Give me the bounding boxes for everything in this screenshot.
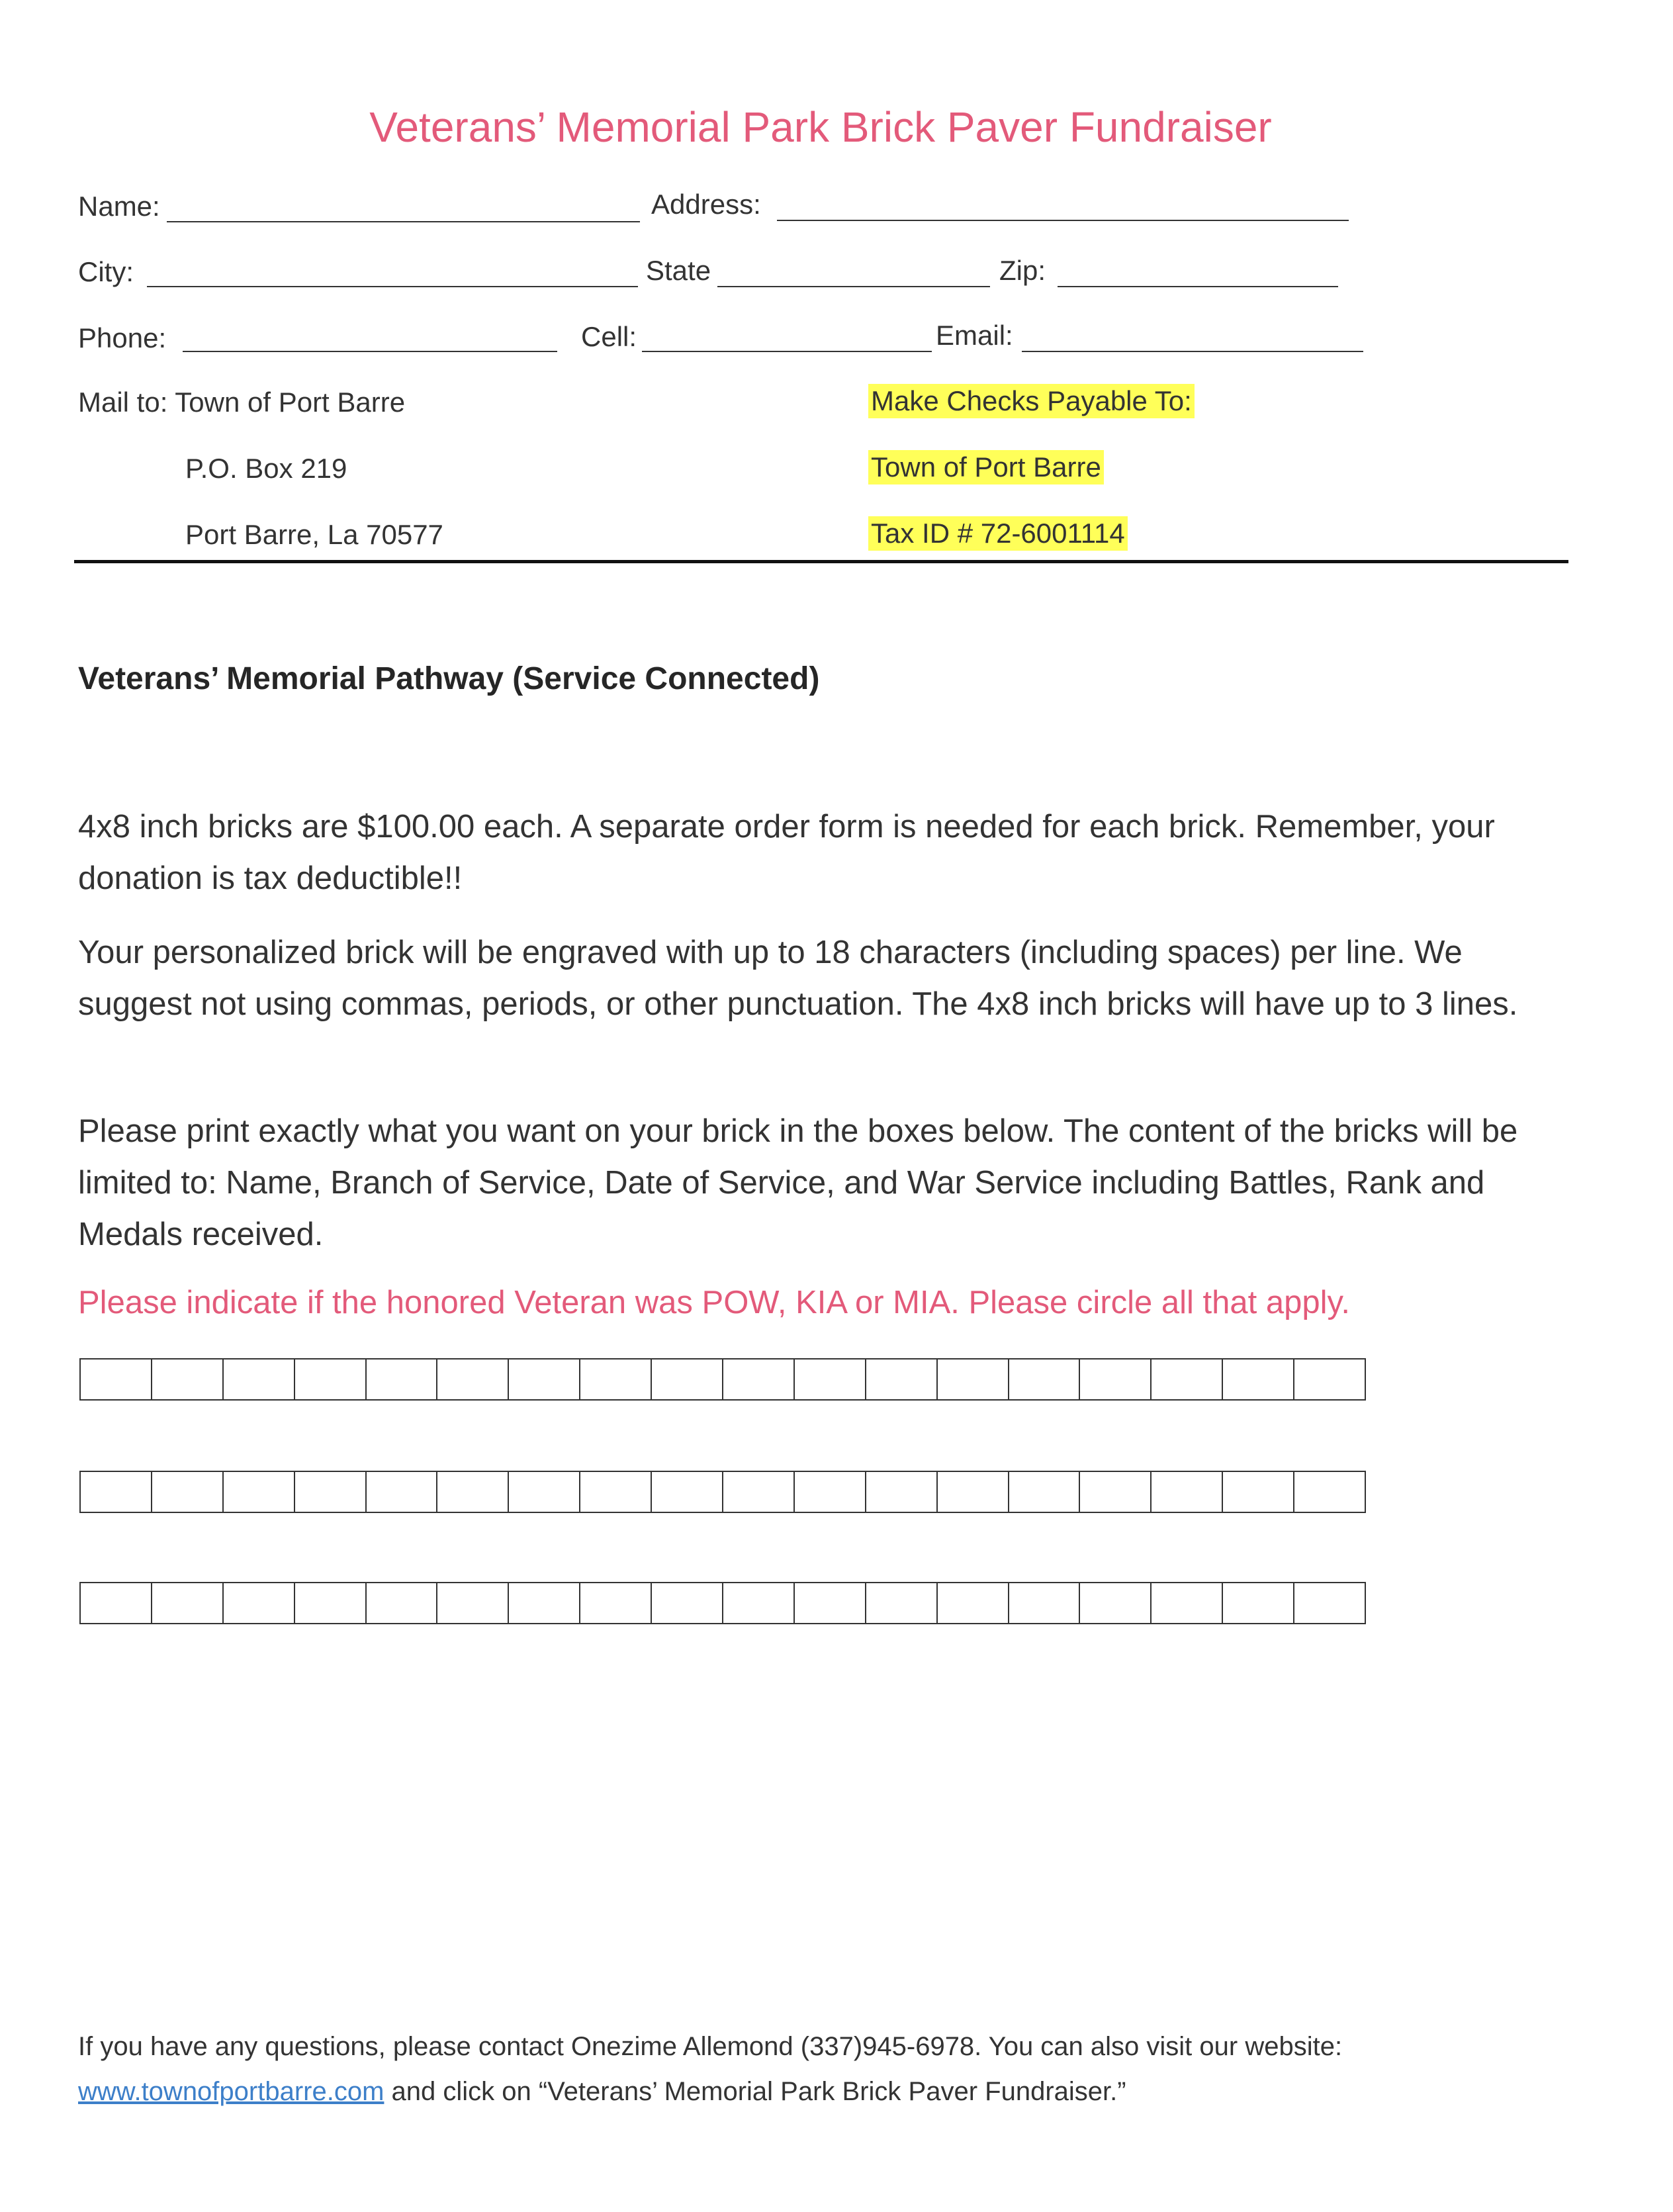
website-link[interactable]: www.townofportbarre.com bbox=[78, 2077, 384, 2106]
brick-line-2[interactable] bbox=[79, 1471, 1366, 1513]
char-box[interactable] bbox=[152, 1359, 224, 1399]
page-title: Veterans’ Memorial Park Brick Paver Fundraiser bbox=[369, 103, 1272, 151]
char-box[interactable] bbox=[367, 1472, 438, 1512]
address-field[interactable] bbox=[777, 220, 1349, 221]
brick-line-1[interactable] bbox=[79, 1358, 1366, 1401]
char-box[interactable] bbox=[1294, 1583, 1365, 1623]
char-box[interactable] bbox=[795, 1583, 866, 1623]
char-box[interactable] bbox=[1009, 1359, 1081, 1399]
char-box[interactable] bbox=[652, 1472, 723, 1512]
zip-label: Zip: bbox=[999, 255, 1046, 286]
cell-field[interactable] bbox=[642, 351, 932, 352]
char-box[interactable] bbox=[580, 1472, 652, 1512]
char-box[interactable] bbox=[723, 1583, 795, 1623]
char-box[interactable] bbox=[1009, 1472, 1081, 1512]
email-field[interactable] bbox=[1022, 351, 1363, 352]
char-box[interactable] bbox=[81, 1359, 152, 1399]
payable-heading: Make Checks Payable To: bbox=[868, 384, 1195, 418]
char-box[interactable] bbox=[1223, 1472, 1294, 1512]
pricing-paragraph: 4x8 inch bricks are $100.00 each. A separate order form is needed for each brick. Remember, your donation is tax deductible!! bbox=[78, 809, 1495, 896]
char-box[interactable] bbox=[437, 1359, 509, 1399]
char-box[interactable] bbox=[509, 1472, 580, 1512]
phone-field[interactable] bbox=[183, 351, 557, 352]
char-box[interactable] bbox=[1080, 1583, 1152, 1623]
section-divider bbox=[74, 560, 1568, 563]
char-box[interactable] bbox=[652, 1583, 723, 1623]
char-box[interactable] bbox=[652, 1359, 723, 1399]
cell-label: Cell: bbox=[581, 321, 637, 352]
address-label: Address: bbox=[651, 189, 761, 220]
footer-text-1: If you have any questions, please contact Onezime Allemond (337)945-6978. You can also visit our website: bbox=[78, 2032, 1343, 2061]
pow-kia-mia-note: Please indicate if the honored Veteran was POW, KIA or MIA. Please circle all that apply. bbox=[78, 1285, 1350, 1320]
mail-to-line2: P.O. Box 219 bbox=[185, 453, 347, 484]
char-box[interactable] bbox=[795, 1359, 866, 1399]
char-box[interactable] bbox=[437, 1583, 509, 1623]
char-box[interactable] bbox=[795, 1472, 866, 1512]
char-box[interactable] bbox=[938, 1583, 1009, 1623]
payable-to-name: Town of Port Barre bbox=[868, 450, 1104, 484]
char-box[interactable] bbox=[224, 1583, 295, 1623]
char-box[interactable] bbox=[224, 1472, 295, 1512]
char-box[interactable] bbox=[81, 1472, 152, 1512]
mail-to-line3: Port Barre, La 70577 bbox=[185, 519, 443, 550]
engraving-paragraph: Your personalized brick will be engraved with up to 18 characters (including spaces) per line. We suggest not using commas, periods, or other punctuation. The 4x8 inch bricks will have up to 3 lines. bbox=[78, 935, 1518, 1022]
char-box[interactable] bbox=[1294, 1472, 1365, 1512]
phone-label: Phone: bbox=[78, 322, 167, 353]
char-box[interactable] bbox=[295, 1472, 367, 1512]
char-box[interactable] bbox=[1294, 1359, 1365, 1399]
char-box[interactable] bbox=[367, 1583, 438, 1623]
char-box[interactable] bbox=[224, 1359, 295, 1399]
char-box[interactable] bbox=[866, 1359, 938, 1399]
zip-field[interactable] bbox=[1058, 286, 1338, 287]
char-box[interactable] bbox=[509, 1359, 580, 1399]
footer-contact bbox=[78, 2024, 1587, 2114]
char-box[interactable] bbox=[1152, 1583, 1223, 1623]
footer-text-2: and click on “Veterans’ Memorial Park Brick Paver Fundraiser.” bbox=[384, 2077, 1126, 2106]
char-box[interactable] bbox=[295, 1359, 367, 1399]
char-box[interactable] bbox=[938, 1472, 1009, 1512]
char-box[interactable] bbox=[723, 1359, 795, 1399]
char-box[interactable] bbox=[1223, 1359, 1294, 1399]
state-label: State bbox=[646, 255, 711, 286]
char-box[interactable] bbox=[295, 1583, 367, 1623]
char-box[interactable] bbox=[1080, 1472, 1152, 1512]
char-box[interactable] bbox=[866, 1472, 938, 1512]
city-label: City: bbox=[78, 256, 134, 287]
char-box[interactable] bbox=[938, 1359, 1009, 1399]
tax-id: Tax ID # 72-6001114 bbox=[868, 516, 1128, 551]
char-box[interactable] bbox=[152, 1583, 224, 1623]
name-field[interactable] bbox=[167, 221, 640, 222]
state-field[interactable] bbox=[717, 286, 990, 287]
char-box[interactable] bbox=[437, 1472, 509, 1512]
char-box[interactable] bbox=[367, 1359, 438, 1399]
char-box[interactable] bbox=[509, 1583, 580, 1623]
mail-to-line1: Mail to: Town of Port Barre bbox=[78, 387, 406, 418]
char-box[interactable] bbox=[580, 1583, 652, 1623]
char-box[interactable] bbox=[866, 1583, 938, 1623]
char-box[interactable] bbox=[1152, 1359, 1223, 1399]
brick-line-3[interactable] bbox=[79, 1582, 1366, 1624]
char-box[interactable] bbox=[1080, 1359, 1152, 1399]
section-heading: Veterans’ Memorial Pathway (Service Connected) bbox=[78, 661, 820, 696]
char-box[interactable] bbox=[1223, 1583, 1294, 1623]
char-box[interactable] bbox=[580, 1359, 652, 1399]
char-box[interactable] bbox=[81, 1583, 152, 1623]
content-paragraph: Please print exactly what you want on your brick in the boxes below. The content of the bricks will be limited to: Name, Branch of Service, Date of Service, and War Service including Battles, Rank and Medals received. bbox=[78, 1113, 1518, 1252]
name-label: Name: bbox=[78, 191, 160, 222]
char-box[interactable] bbox=[1152, 1472, 1223, 1512]
char-box[interactable] bbox=[723, 1472, 795, 1512]
char-box[interactable] bbox=[1009, 1583, 1081, 1623]
city-field[interactable] bbox=[147, 286, 638, 287]
char-box[interactable] bbox=[152, 1472, 224, 1512]
email-label: Email: bbox=[936, 320, 1013, 351]
